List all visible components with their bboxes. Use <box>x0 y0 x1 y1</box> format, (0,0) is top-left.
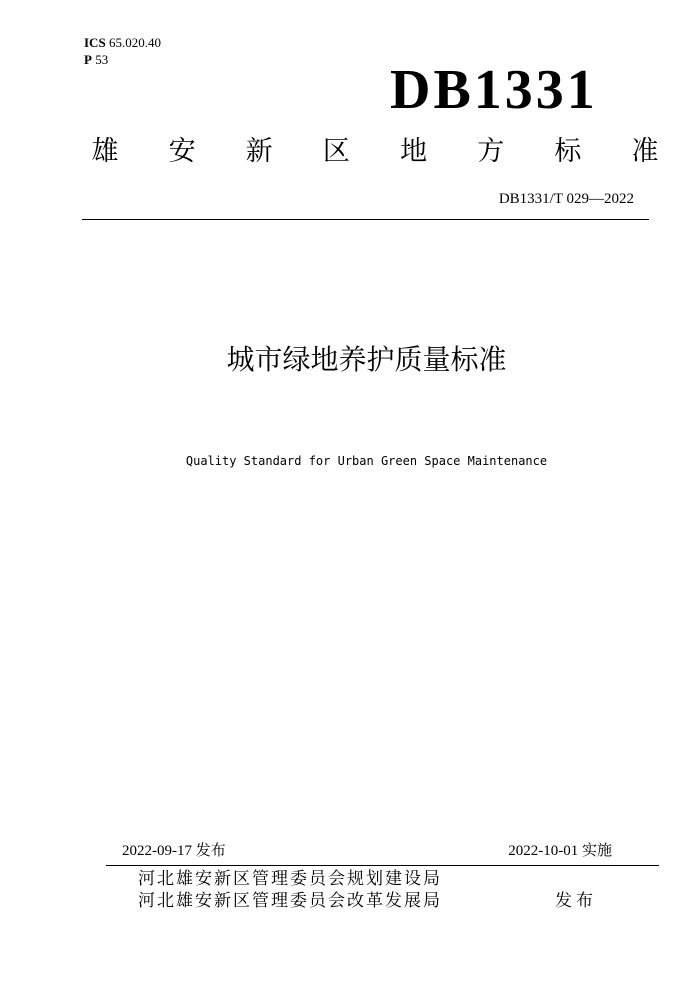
document-title-cn: 城市绿地养护质量标准 <box>226 343 507 376</box>
ics-code <box>84 35 161 51</box>
standard-type-char: 新 <box>245 136 273 167</box>
implementation-date: 2022-10-01 实施 <box>508 843 612 859</box>
standard-type-char: 地 <box>400 136 428 167</box>
issuer-planning-bureau: 河北雄安新区管理委员会规划建设局 <box>138 869 442 889</box>
issue-date: 2022-09-17 发布 <box>122 843 226 859</box>
standard-mark: DB1331 <box>390 59 598 121</box>
standard-type-char: 方 <box>477 136 505 167</box>
standard-type-char: 区 <box>322 136 350 167</box>
issuer-reform-bureau: 河北雄安新区管理委员会改革发展局 <box>138 891 442 911</box>
standard-number: DB1331/T 029—2022 <box>498 191 634 207</box>
standard-type-char: 安 <box>168 136 196 167</box>
footer-divider <box>106 865 659 866</box>
ics-value: 65.020.40 <box>108 35 161 50</box>
publish-label: 发布 <box>555 891 597 911</box>
ccs-label: P <box>84 52 92 67</box>
header-divider <box>82 219 649 220</box>
standard-type <box>90 134 660 170</box>
document-title-en: Quality Standard for Urban Green Space Maintenance <box>185 454 548 468</box>
standard-type-char: 标 <box>554 136 582 167</box>
standard-type-char: 雄 <box>91 136 119 167</box>
ics-label: ICS <box>84 35 106 50</box>
ccs-code <box>84 52 108 68</box>
ccs-value: 53 <box>95 52 109 67</box>
standard-type-char: 准 <box>631 136 659 167</box>
